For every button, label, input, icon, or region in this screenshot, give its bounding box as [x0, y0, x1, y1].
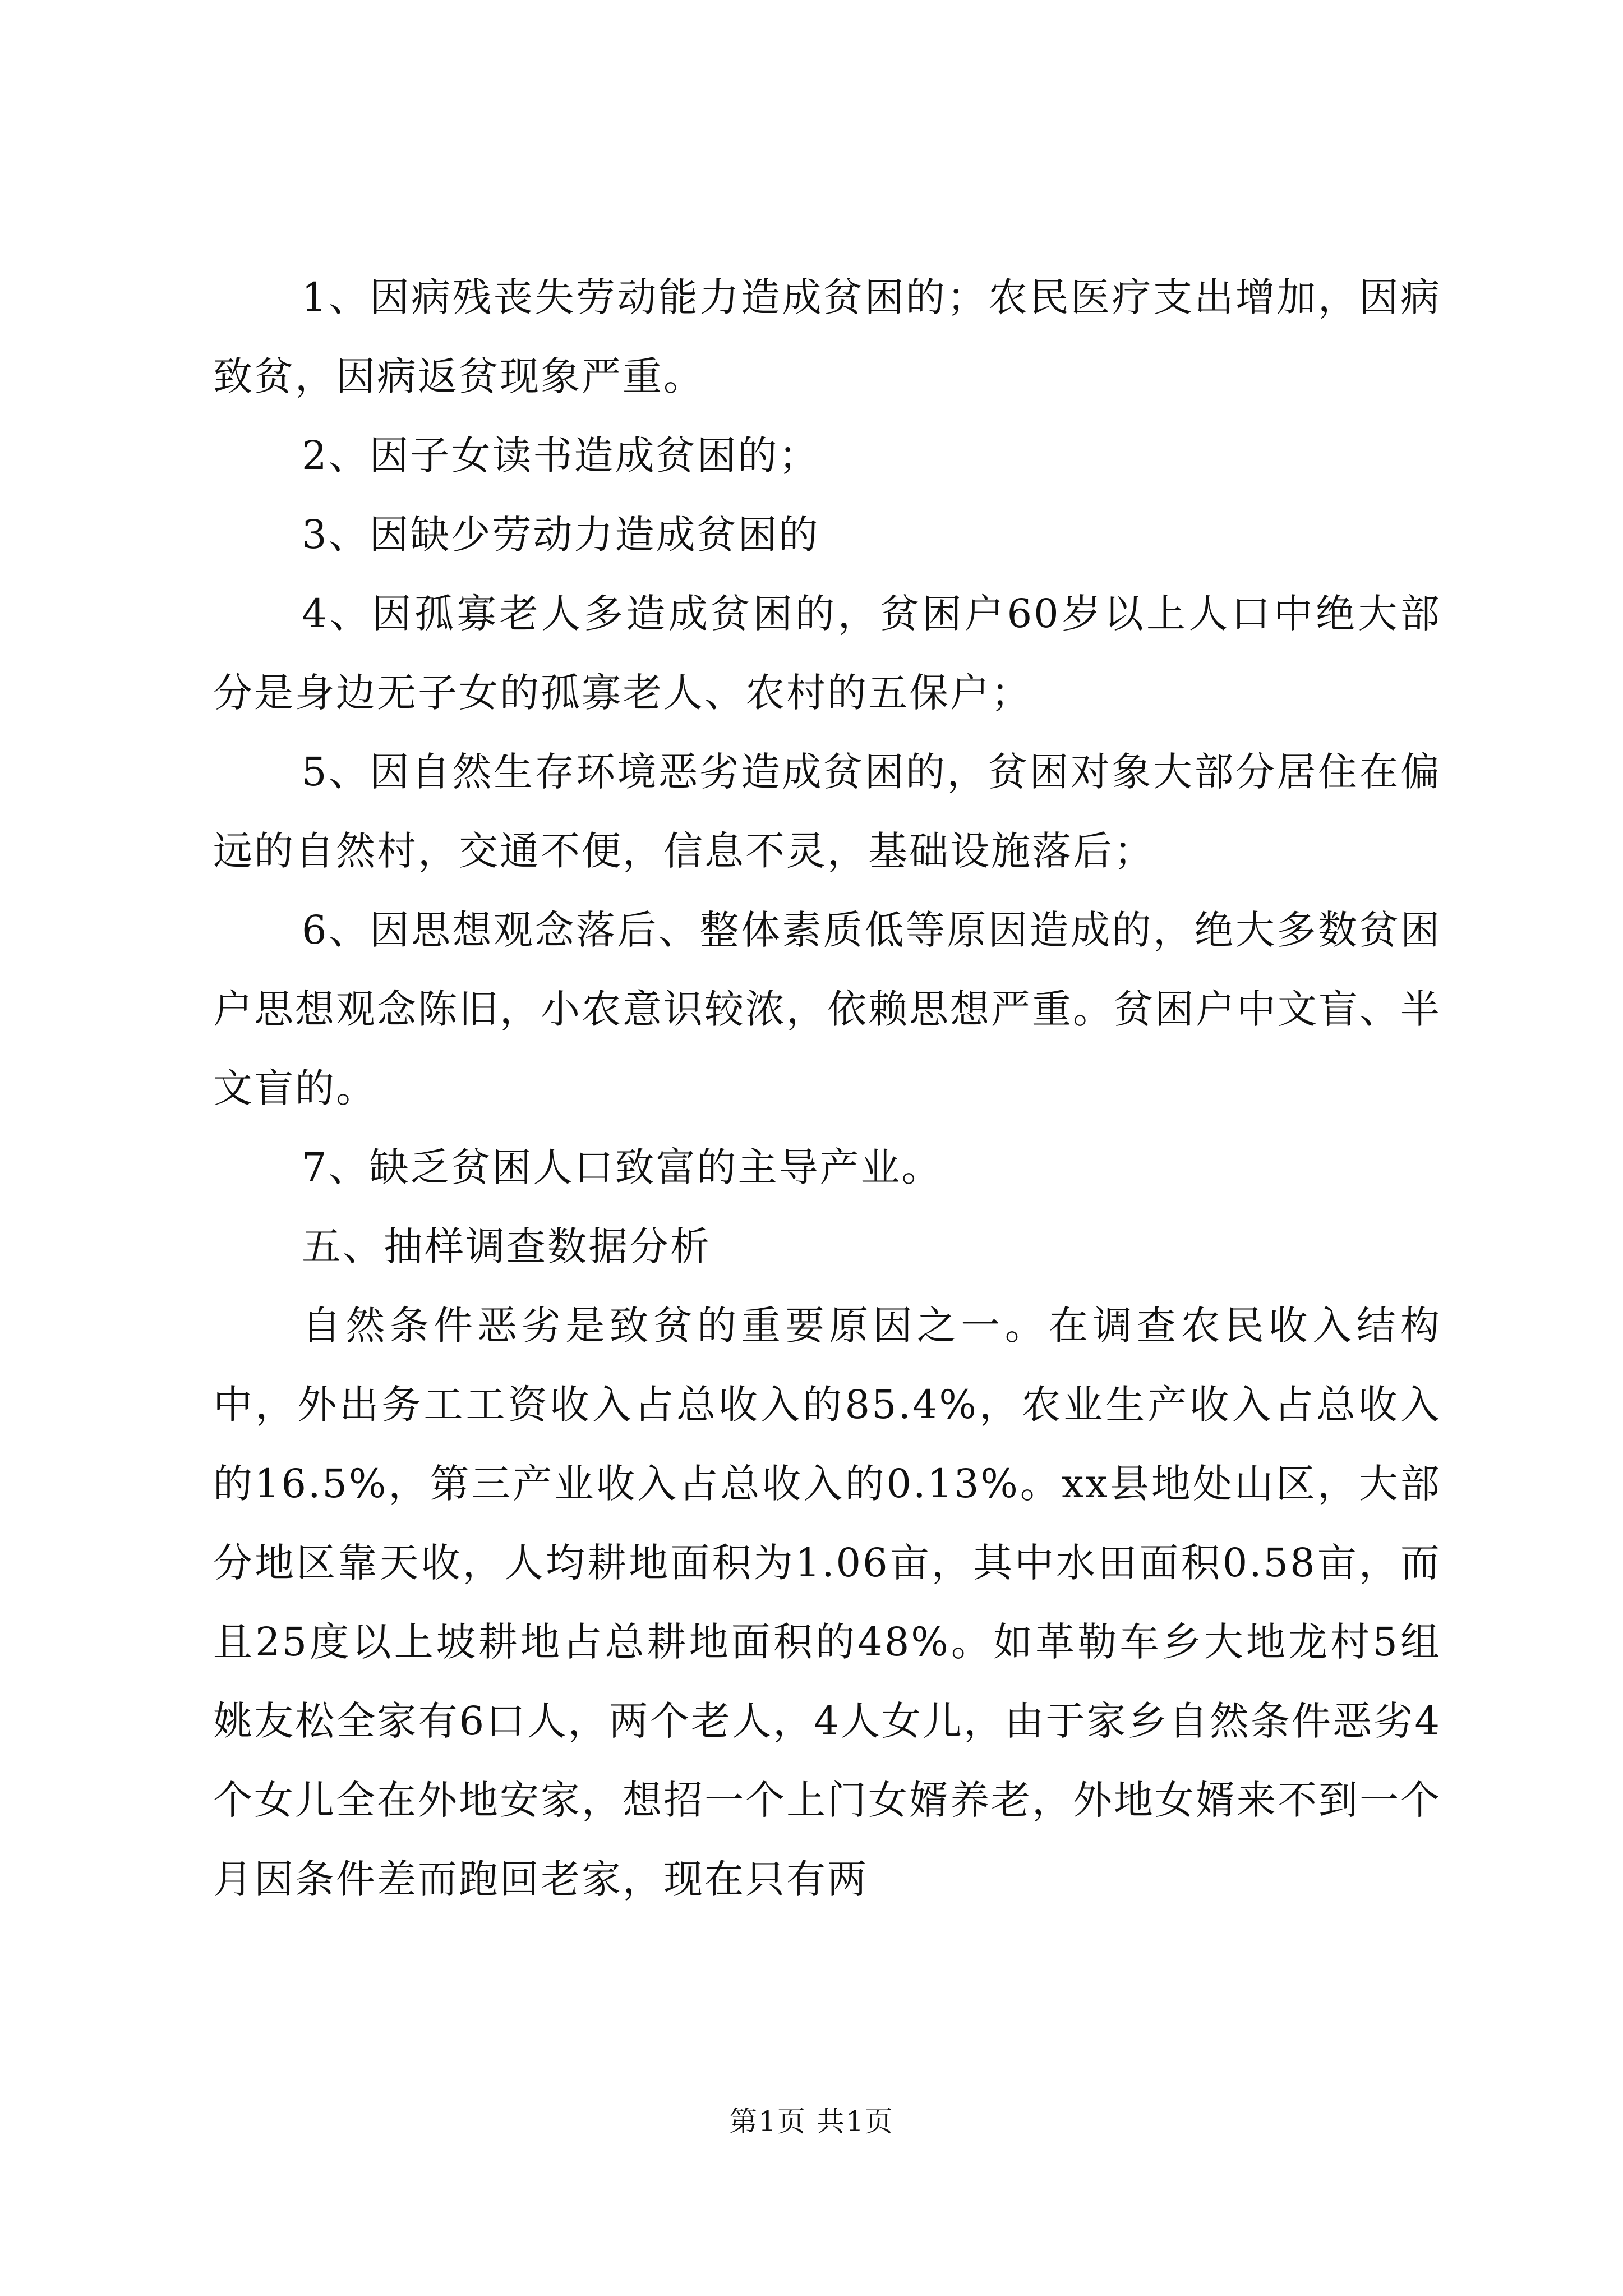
paragraph-1: 1、因病残丧失劳动能力造成贫困的；农民医疗支出增加，因病致贫，因病返贫现象严重。 — [213, 274, 1441, 399]
paragraph-6: 6、因思想观念落后、整体素质低等原因造成的，绝大多数贫困户思想观念陈旧，小农意识较浓，依赖思想严重。贫困户中文盲、半文盲的。 — [213, 907, 1441, 1111]
section-heading: 五、抽样调查数据分析 — [302, 1223, 711, 1269]
page-footer: 第1页 共1页 — [729, 2105, 894, 2138]
paragraph-7: 7、缺乏贫困人口致富的主导产业。 — [302, 1144, 943, 1190]
paragraph-analysis: 自然条件恶劣是致贫的重要原因之一。在调查农民收入结构中，外出务工工资收入占总收入的85.4%，农业生产收入占总收入的16.5%，第三产业收入占总收入的0.13%。xx县地处山区，大部分地区靠天收，人均耕地面积为1.06亩，其中水田面积0.58亩，而且25度以上坡耕地占总耕地面积的48%。如革勒车乡大地龙村5组姚友松全家有6口人，两个老人，4人女儿，由于家乡自然条件恶劣4个女儿全在外地安家，想招一个上门女婿养老，外地女婿来不到一个月因条件差而跑回老家，现在只有两 — [213, 1303, 1441, 1902]
paragraph-3: 3、因缺少劳动力造成贫困的 — [302, 512, 820, 558]
paragraph-2: 2、因子女读书造成贫困的； — [302, 432, 820, 478]
document-body — [213, 258, 1441, 1919]
paragraph-4: 4、因孤寡老人多造成贫困的，贫困户60岁以上人口中绝大部分是身边无子女的孤寡老人、农村的五保户； — [213, 591, 1441, 716]
paragraph-5: 5、因自然生存环境恶劣造成贫困的，贫困对象大部分居住在偏远的自然村，交通不便，信息不灵，基础设施落后； — [213, 749, 1441, 874]
